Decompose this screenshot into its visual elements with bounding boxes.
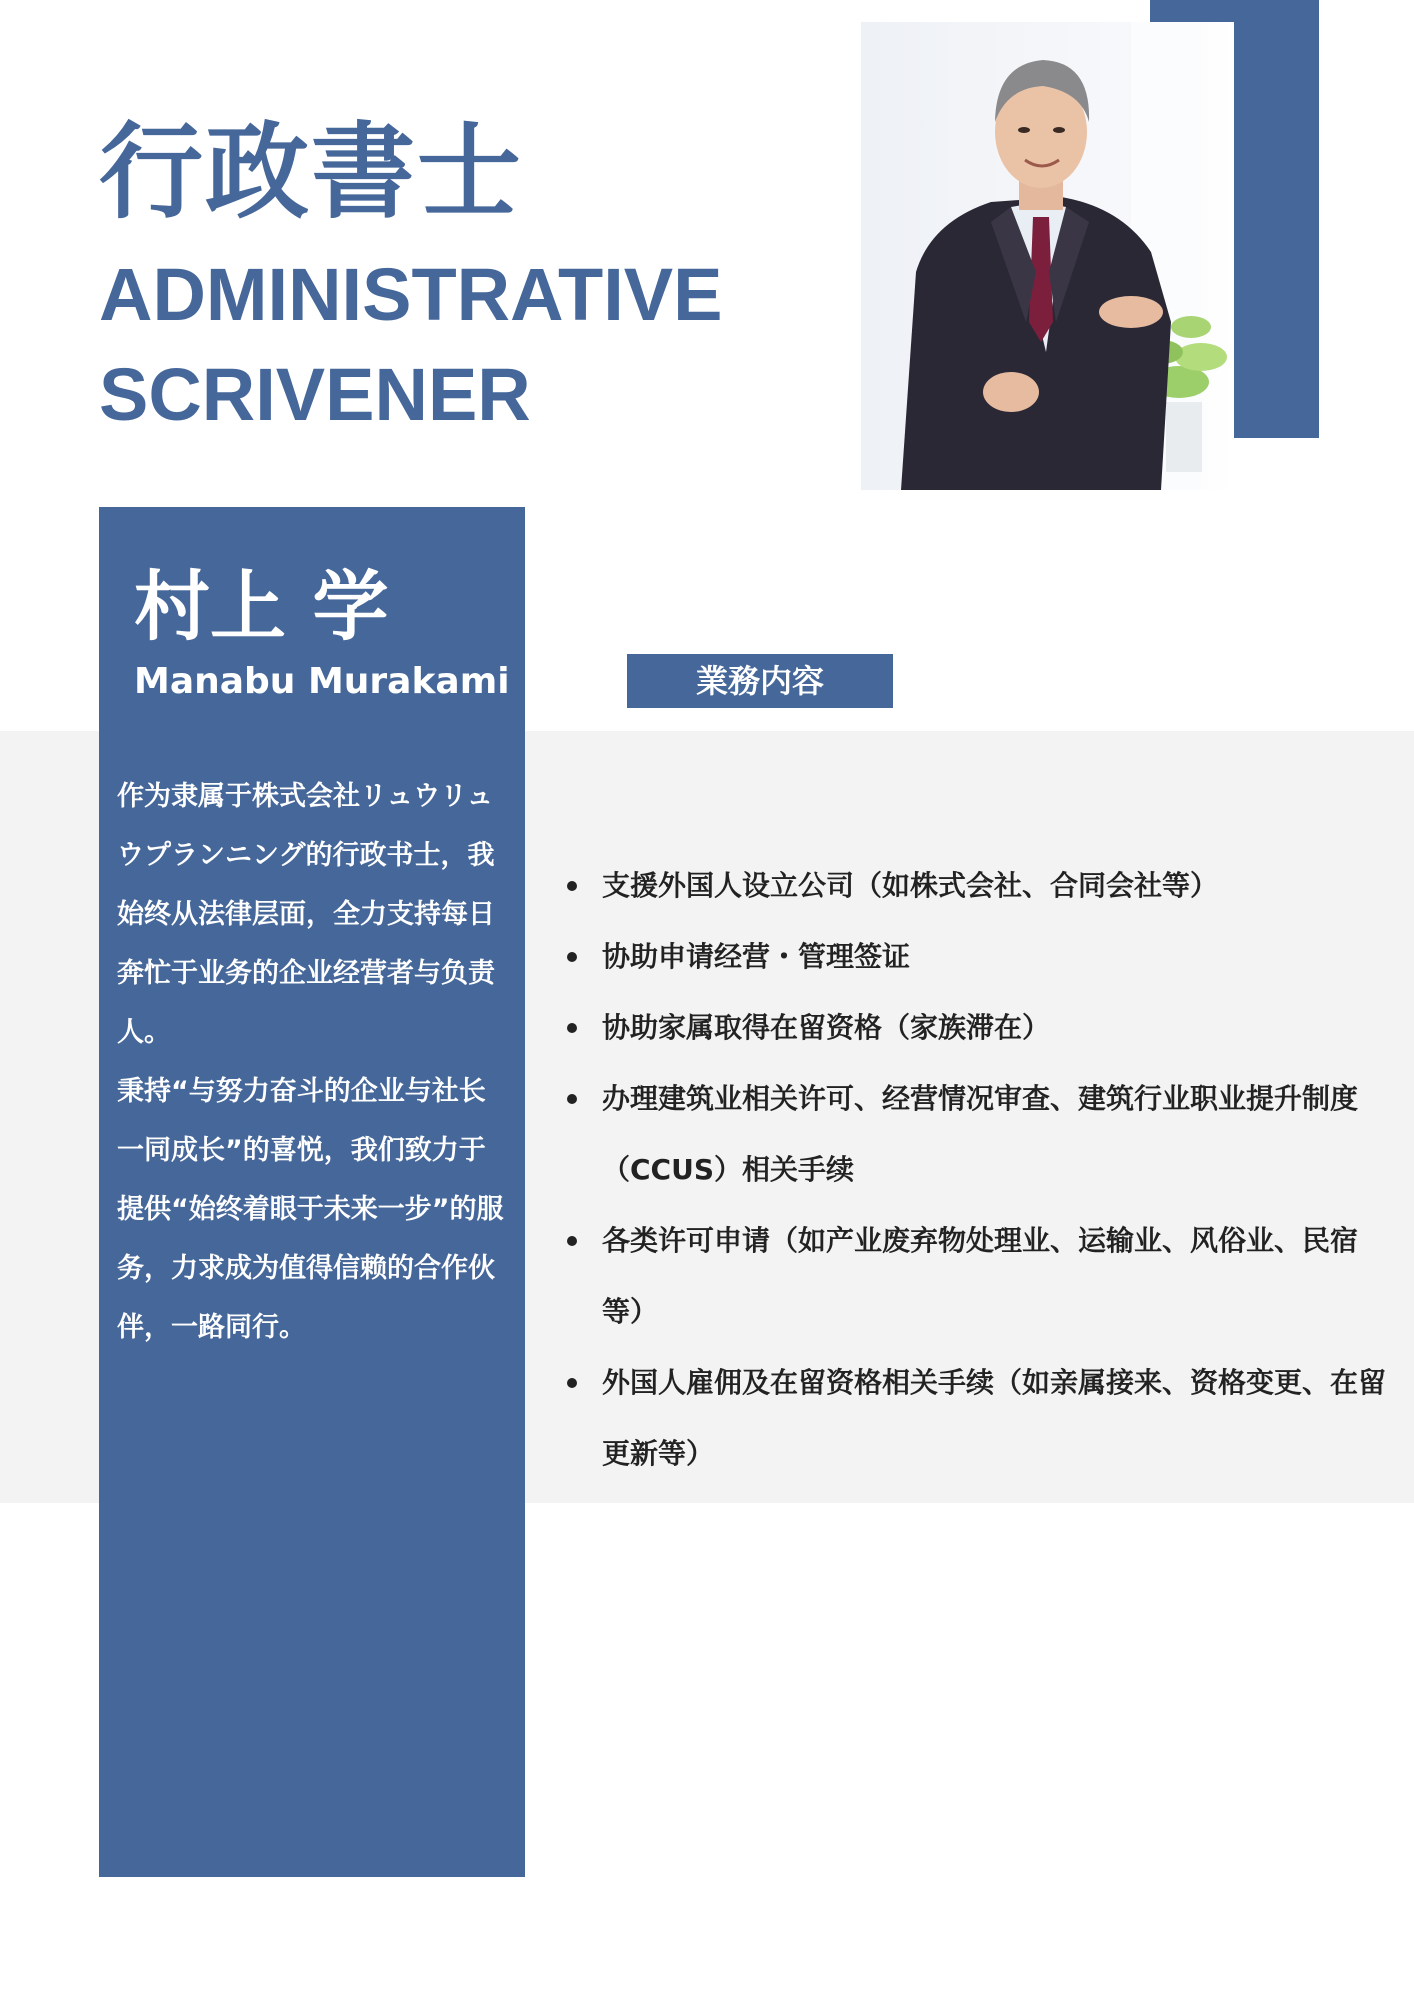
title-english-line-2: SCRIVENER xyxy=(99,353,531,436)
page-title-english xyxy=(99,245,723,445)
services-list xyxy=(564,850,1394,1489)
profile-photo xyxy=(861,22,1234,490)
profile-bio xyxy=(117,767,511,1357)
profile-panel xyxy=(99,507,525,1877)
service-item: 办理建筑业相关许可、经营情况审查、建筑行业职业提升制度（CCUS）相关手续 xyxy=(564,1063,1394,1205)
services-heading-badge: 業務内容 xyxy=(627,654,893,708)
profile-name-english: Manabu Murakami xyxy=(134,661,510,702)
service-item: 协助申请经营・管理签证 xyxy=(564,921,1394,992)
bio-paragraph: 作为隶属于株式会社リュウリュウプランニング的行政书士，我始终从法律层面，全力支持每日奔忙于业务的企业经营者与负责人。 xyxy=(117,781,495,1048)
service-item: 各类许可申请（如产业废弃物处理业、运输业、风俗业、民宿等） xyxy=(564,1205,1394,1347)
service-item: 外国人雇佣及在留资格相关手续（如亲属接来、资格变更、在留更新等） xyxy=(564,1347,1394,1489)
service-item: 支援外国人设立公司（如株式会社、合同会社等） xyxy=(564,850,1394,921)
title-english-line-1: ADMINISTRATIVE xyxy=(99,253,723,336)
page-title-japanese: 行政書士 xyxy=(99,111,524,233)
service-item: 协助家属取得在留资格（家族滞在） xyxy=(564,992,1394,1063)
bio-paragraph: 秉持“与努力奋斗的企业与社长一同成长”的喜悦，我们致力于提供“始终着眼于未来一步”的服务，力求成为值得信赖的合作伙伴，一路同行。 xyxy=(117,1076,504,1343)
profile-name-japanese: 村上 学 xyxy=(134,562,389,651)
